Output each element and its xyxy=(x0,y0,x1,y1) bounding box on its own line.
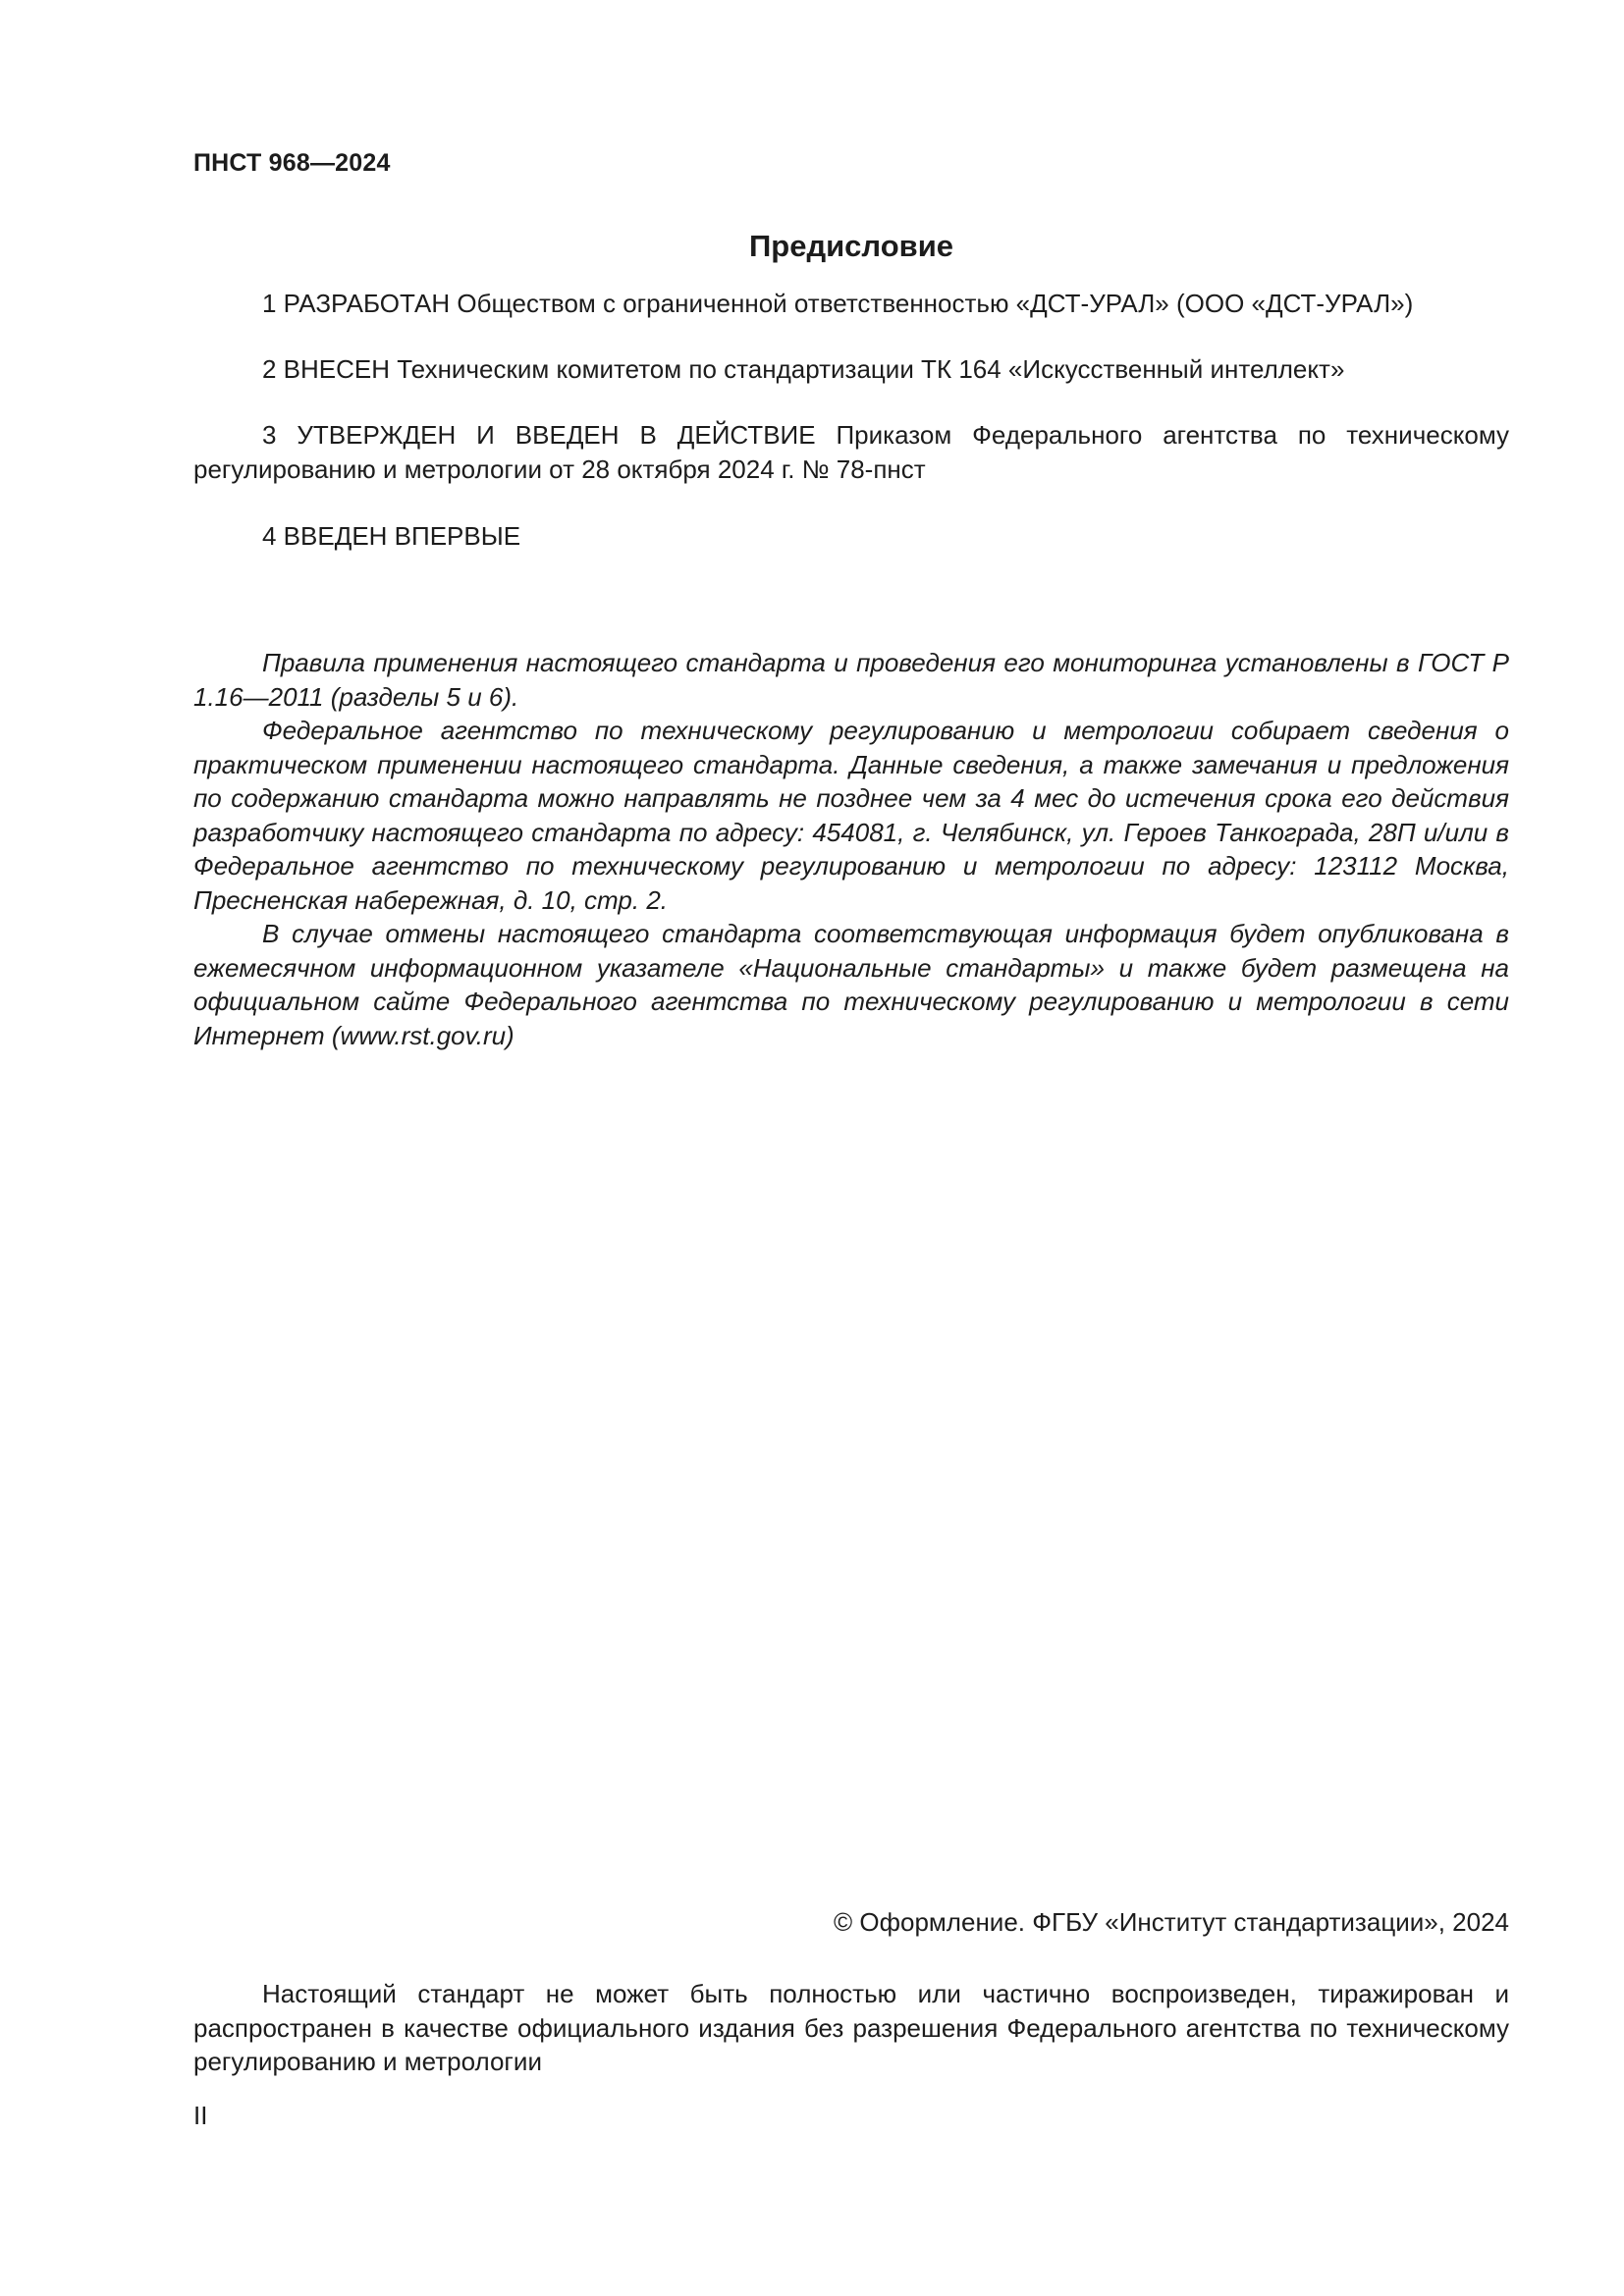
notice-paragraph-rules: Правила применения настоящего стандарта и проведения его мониторинга установлены в ГОСТ Р 1.16—2011 (разделы 5 и 6). xyxy=(193,648,1509,712)
reproduction-text: Настоящий стандарт не может быть полностью или частично воспроизведен, тиражирован и распространен в качестве официального издания без разрешения Федерального агентства по техническому регулированию и метрологии xyxy=(193,1979,1509,2076)
reproduction-notice xyxy=(193,1977,1509,2079)
foreword-item-approved: 3 УТВЕРЖДЕН И ВВЕДЕН В ДЕЙСТВИЕ Приказом Федерального агентства по техническому регулированию и метрологии от 28 октября 2024 г. № 78-пнст xyxy=(193,420,1509,484)
foreword-item-developed: 1 РАЗРАБОТАН Обществом с ограниченной ответственностью «ДСТ-УРАЛ» (ООО «ДСТ-УРАЛ») xyxy=(262,289,1414,318)
application-notice xyxy=(193,646,1509,1052)
document-code: ПНСТ 968—2024 xyxy=(193,149,391,177)
notice-paragraph-cancellation: В случае отмены настоящего стандарта соответствующая информация будет опубликована в ежемесячном информационном указателе «Национальные стандарты» и также будет размещена на официальном сайте Федерального агентства по техническому регулированию и метрологии в сети Интернет (www.rst.gov.ru) xyxy=(193,919,1509,1050)
foreword-title: Предисловие xyxy=(748,229,953,263)
foreword-item-first-introduced: 4 ВВЕДЕН ВПЕРВЫЕ xyxy=(262,521,521,551)
notice-paragraph-feedback: Федеральное агентство по техническому регулированию и метрологии собирает сведения о практическом применении настоящего стандарта. Данные сведения, а также замечания и предложения по содержанию стандарта можно направлять не позднее чем за 4 мес до истечения срока его действия разработчику настоящего стандарта по адресу: 454081, г. Челябинск, ул. Героев Танкограда, 28П и/или в Федеральное агентство по техническому регулированию и метрологии по адресу: 123112 Москва, Пресненская набережная, д. 10, стр. 2. xyxy=(193,716,1509,915)
copyright-line: © Оформление. ФГБУ «Институт стандартизации», 2024 xyxy=(834,1907,1509,1937)
foreword-items xyxy=(193,287,1509,585)
foreword-item-introduced: 2 ВНЕСЕН Техническим комитетом по стандартизации ТК 164 «Искусственный интеллект» xyxy=(262,354,1345,384)
page-number: II xyxy=(193,2101,208,2130)
